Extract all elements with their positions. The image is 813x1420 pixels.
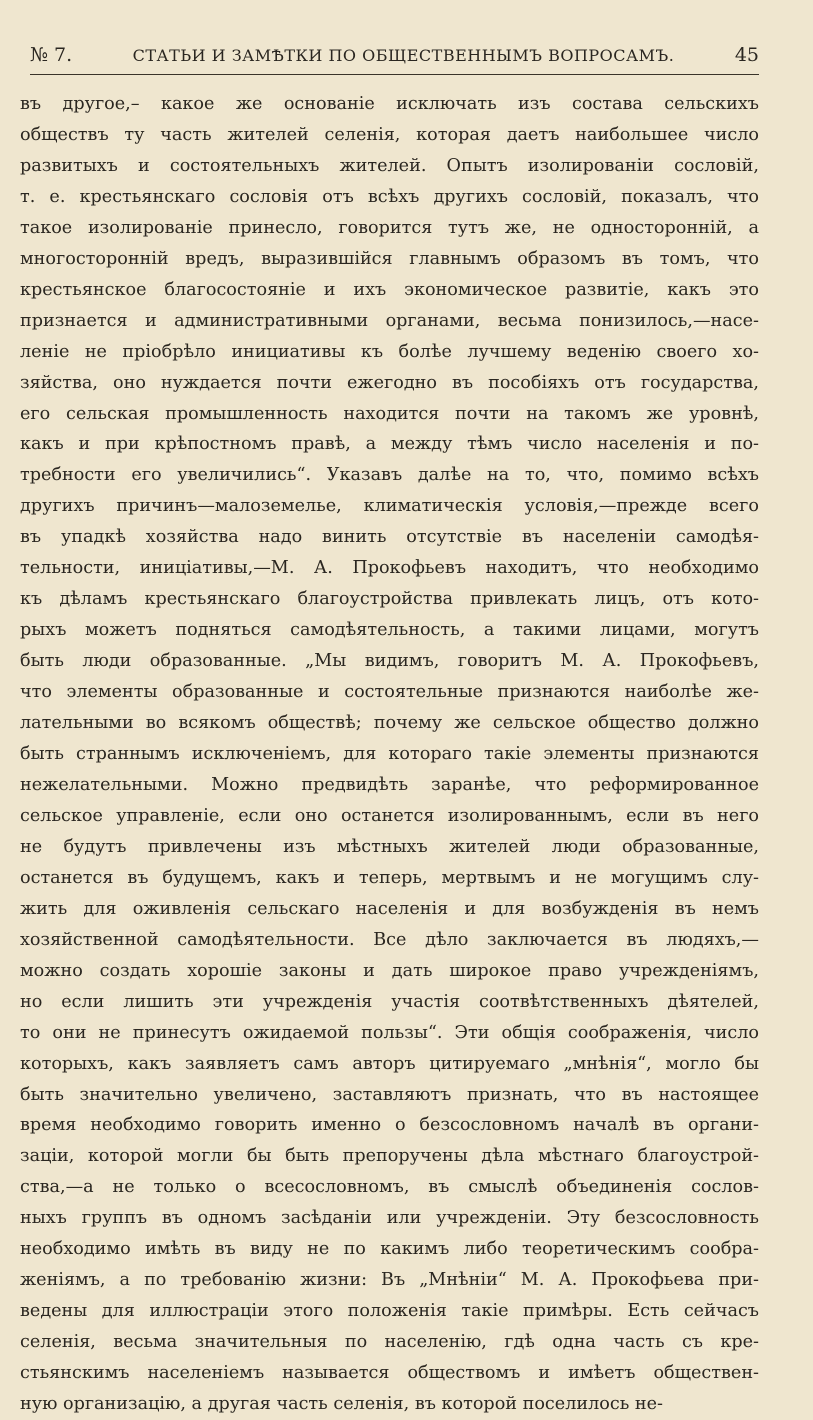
text-line: зяйства, оно нуждается почти ежегодно въ пособіяхъ отъ государства,: [20, 372, 759, 393]
text-line: жить для оживленія сельскаго населенія и для возбужденія въ немъ: [20, 898, 759, 919]
text-line: его сельская промышленность находится почти на такомъ же уровнѣ,: [20, 403, 759, 424]
running-header: [30, 44, 759, 75]
text-line: но если лишить эти учрежденія участія соотвѣтственныхъ дѣятелей,: [20, 991, 759, 1012]
text-line: нежелательными. Можно предвидѣть заранѣе, что реформированное: [20, 774, 759, 795]
text-line: къ дѣламъ крестьянскаго благоустройства привлекать лицъ, отъ кото-: [20, 589, 759, 610]
text-line: какъ и при крѣпостномъ правѣ, а между тѣмъ число населенія и по-: [20, 434, 759, 455]
issue-number: № 7.: [30, 44, 73, 66]
text-line: тельности, иниціативы,—М. А. Прокофьевъ находитъ, что необходимо: [20, 558, 759, 579]
text-line: быть страннымъ исключеніемъ, для котораго такіе элементы признаются: [20, 744, 759, 765]
text-line: другихъ причинъ—малоземелье, климатическія условія,—прежде всего: [20, 496, 759, 517]
text-line: женіямъ, а по требованію жизни: Въ „Мнѣніи“ М. А. Прокофьева при-: [20, 1270, 759, 1291]
text-line: въ другое,– какое же основаніе исключать изъ состава сельскихъ: [20, 94, 759, 114]
article-body: [18, 89, 759, 1420]
text-line: крестьянское благосостояніе и ихъ экономическое развитіе, какъ это: [20, 279, 759, 300]
text-line: быть значительно увеличено, заставляютъ признать, что въ настоящее: [20, 1084, 759, 1105]
text-line: что элементы образованные и состоятельные признаются наиболѣе же-: [20, 682, 759, 703]
text-line: многосторонній вредъ, выразившійся главнымъ образомъ въ томъ, что: [20, 248, 759, 269]
text-line: развитыхъ и состоятельныхъ жителей. Опытъ изолированіи сословій,: [20, 155, 759, 176]
text-line: стьянскимъ населеніемъ называется обществомъ и имѣетъ обществен-: [20, 1363, 759, 1384]
text-line: селенія, весьма значительныя по населенію, гдѣ одна часть съ кре-: [20, 1332, 759, 1353]
text-line: можно создать хорошіе законы и дать широкое право учрежденіямъ,: [20, 960, 759, 981]
text-line: которыхъ, какъ заявляетъ самъ авторъ цитируемаго „мнѣнія“, могло бы: [20, 1053, 759, 1074]
text-line: необходимо имѣть въ виду не по какимъ либо теоретическимъ сообра-: [20, 1239, 759, 1260]
text-line: такое изолированіе принесло, говорится тутъ же, не односторонній, а: [20, 217, 759, 238]
text-line: обществъ ту часть жителей селенія, которая даетъ наибольшее число: [20, 124, 759, 145]
text-line: леніе не пріобрѣло инициативы къ болѣе лучшему веденію своего хо-: [20, 341, 759, 362]
text-line: т. е. крестьянскаго сословія отъ всѣхъ другихъ сословій, показалъ, что: [20, 186, 759, 207]
text-line: въ упадкѣ хозяйства надо винить отсутствіе въ населеніи самодѣя-: [20, 527, 759, 548]
text-line: не будутъ привлечены изъ мѣстныхъ жителей люди образованные,: [20, 836, 759, 857]
page-number: 45: [734, 44, 759, 66]
text-line: ведены для иллюстраціи этого положенія такіе примѣры. Есть сейчасъ: [20, 1301, 759, 1322]
text-line: сельское управленіе, если оно останется изолированнымъ, если въ него: [20, 805, 759, 826]
text-line: рыхъ можетъ подняться самодѣятельность, а такими лицами, могутъ: [20, 620, 759, 641]
text-line: то они не принесутъ ожидаемой пользы“. Эти общія соображенія, число: [20, 1022, 759, 1043]
section-title: СТАТЬИ И ЗАМѢТКИ ПО ОБЩЕСТВЕННЫМЪ ВОПРОСАМЪ.: [132, 46, 675, 65]
text-line: хозяйственной самодѣятельности. Все дѣло заключается въ людяхъ,—: [20, 929, 759, 950]
text-line: останется въ будущемъ, какъ и теперь, мертвымъ и не могущимъ слу-: [20, 867, 759, 888]
text-line: время необходимо говорить именно о безсословномъ началѣ въ органи-: [20, 1115, 759, 1136]
text-line: ныхъ группъ въ одномъ засѣданіи или учрежденіи. Эту безсословность: [20, 1208, 759, 1229]
text-line: заціи, которой могли бы быть препоручены дѣла мѣстнаго благоустрой-: [20, 1146, 759, 1167]
text-line: ства,—а не только о всесословномъ, въ смыслѣ объединенія сослов-: [20, 1177, 759, 1198]
text-line: ную организацію, а другая часть селенія, въ которой поселилось не-: [20, 1394, 663, 1415]
text-line: требности его увеличились“. Указавъ далѣе на то, что, помимо всѣхъ: [20, 465, 759, 486]
text-line: лательными во всякомъ обществѣ; почему же сельское общество должно: [20, 713, 759, 734]
text-line: признается и административными органами, весьма понизилось,—насе-: [20, 310, 759, 331]
text-line: быть люди образованные. „Мы видимъ, говоритъ М. А. Прокофьевъ,: [20, 651, 759, 672]
